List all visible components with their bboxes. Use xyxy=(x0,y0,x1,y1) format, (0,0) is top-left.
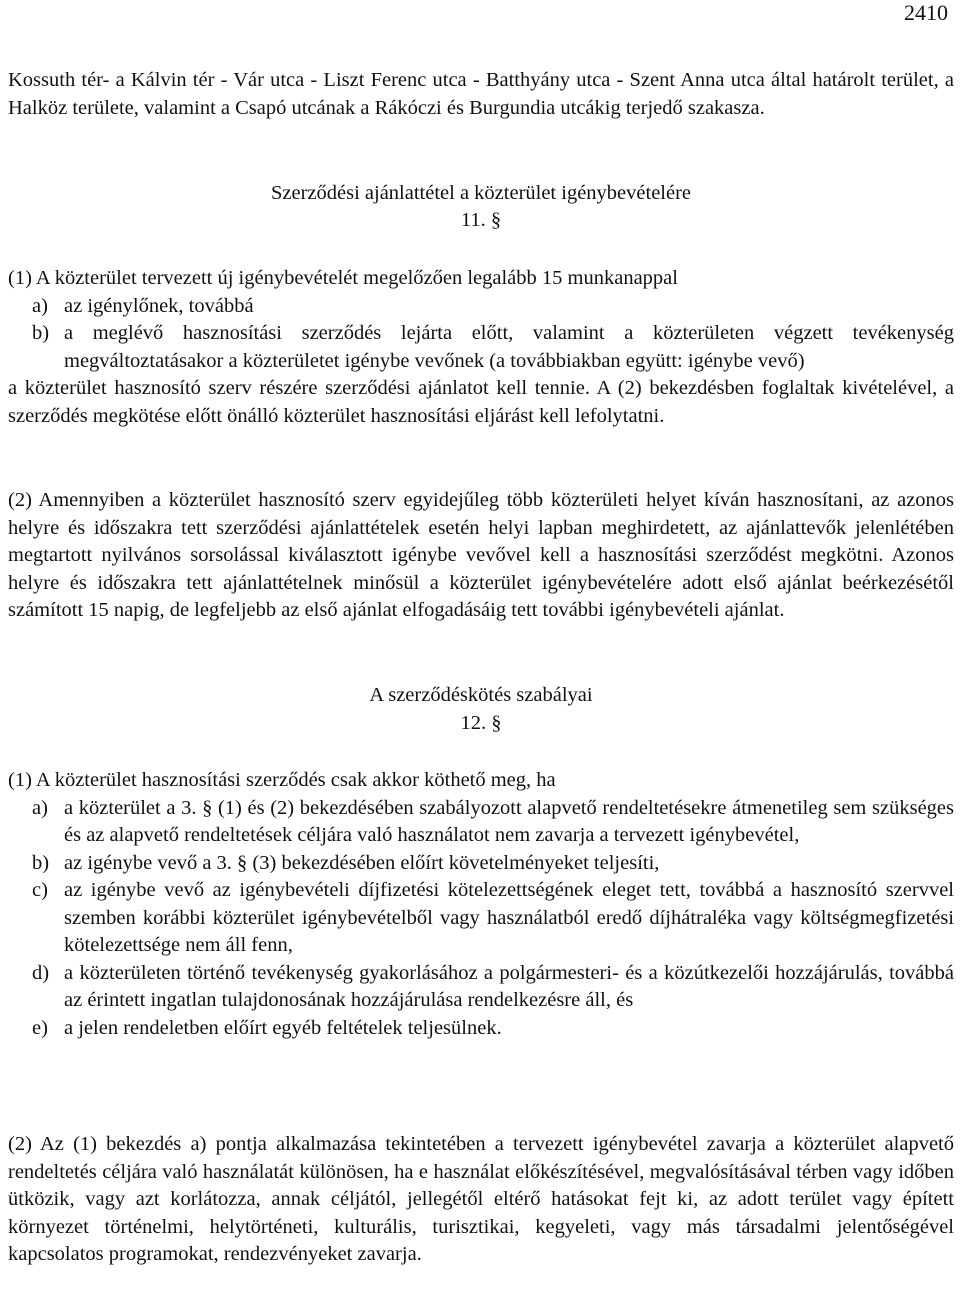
list-marker: b) xyxy=(32,851,50,874)
list-marker: b) xyxy=(32,322,50,344)
page-number: 2410 xyxy=(904,0,948,25)
list-item xyxy=(8,850,954,878)
section-12-paragraph-1 xyxy=(8,767,954,1042)
list-item xyxy=(8,293,954,321)
section-11-paragraph-2: (2) Amennyiben a közterület hasznosító szerv egyidejűleg több közterületi helyet kíván hasznosítani, az azonos helyre és időszakra tett szerződési ajánlattételek esetén helyi lapban meghirdetett, az ajánlattevők jelenlétében megtartott nyilvános sorsolással kiválasztott igénybe vevővel kell a hasznosítási szerződést megkötni. Azonos helyre és időszakra tett ajánlattételnek minősül a közterület igénybevételére adott első ajánlat beérkezésétől számított 15 napig, de legfeljebb az első ajánlat elfogadásáig tett további igénybevételi ajánlat. xyxy=(8,489,954,621)
list-text: az igénylőnek, továbbá xyxy=(64,294,254,317)
list-text: a közterület a 3. § (1) és (2) bekezdésében szabályozott alapvető rendeltetésekre átmenetileg sem szükséges és az alapvető rendeltetések céljára való használatot nem zavarja a tervezett igénybevétel, xyxy=(64,796,954,846)
section-11-p1-tail: a közterület hasznosító szerv részére szerződési ajánlatot kell tennie. A (2) bekezdésben foglaltak kivételével, a szerződés megkötése előtt önálló közterület hasznosítási eljárást kell lefolytatni. xyxy=(8,377,954,427)
section-12-p1-lead: (1) A közterület hasznosítási szerződés csak akkor köthető meg, ha xyxy=(8,769,556,791)
list-marker: d) xyxy=(32,961,50,984)
list-marker: a) xyxy=(32,796,48,819)
section-11-title: Szerződési ajánlattétel a közterület igénybevételére xyxy=(270,182,692,204)
intro-paragraph: Kossuth tér- a Kálvin tér - Vár utca - Liszt Ferenc utca - Batthyány utca - Szent Anna utca által határolt terület, a Halköz területe, valamint a Csapó utcának a Rákóczi és Burgundia utcákig terjedő szakasza. xyxy=(8,69,954,119)
section-12-title: A szerződéskötés szabályai xyxy=(369,684,593,706)
list-item xyxy=(8,960,954,1015)
section-11-paragraph-1 xyxy=(8,265,954,430)
section-12-paragraph-2: (2) Az (1) bekezdés a) pontja alkalmazása tekintetében a tervezett igénybevétel zavarja a közterület alapvető rendeltetés céljára való használatát különösen, ha e használat előkészítésével, megvalósításával térben vagy időben ütközik, vagy azt korlátozza, annak céljától, jellegétől eltérő hatásokat fejt ki, az adott terület vagy épített környezet történelmi, helytörténeti, kulturális, turisztikai, kegyeleti, vagy más társadalmi jelentőségével kapcsolatos programokat, rendezvényeket zavarja. xyxy=(8,1133,954,1265)
list-text: a közterületen történő tevékenység gyakorlásához a polgármesteri- és a közútkezelői hozzájárulás, továbbá az érintett ingatlan tulajdonosának hozzájárulása rendelkezésre áll, és xyxy=(64,961,954,1011)
section-12-number: 12. § xyxy=(460,712,502,734)
list-item xyxy=(8,877,954,960)
list-marker: a) xyxy=(32,294,48,317)
section-11-number: 11. § xyxy=(460,209,502,231)
list-item xyxy=(8,795,954,850)
list-item xyxy=(8,1015,954,1043)
list-item xyxy=(8,320,954,375)
list-marker: e) xyxy=(32,1016,48,1039)
section-11-p1-lead: (1) A közterület tervezett új igénybevételét megelőzően legalább 15 munkanappal xyxy=(8,267,678,289)
list-text: az igénybe vevő a 3. § (3) bekezdésében előírt követelményeket teljesíti, xyxy=(64,851,660,874)
list-text: az igénybe vevő az igénybevételi díjfizetési kötelezettségének eleget tett, továbbá a hasznosító szervvel szemben korábbi közterület igénybevételből vagy használatból eredő díjhátraléka vagy költségmegfizetési kötelezettsége nem áll fenn, xyxy=(64,879,954,956)
list-marker: c) xyxy=(32,879,48,901)
list-text: a meglévő hasznosítási szerződés lejárta előtt, valamint a közterületen végzett tevékenység megváltoztatásakor a közterületet igénybe vevőnek (a továbbiakban együtt: igénybe vevő) xyxy=(64,322,954,372)
list-text: a jelen rendeletben előírt egyéb feltételek teljesülnek. xyxy=(64,1016,502,1039)
